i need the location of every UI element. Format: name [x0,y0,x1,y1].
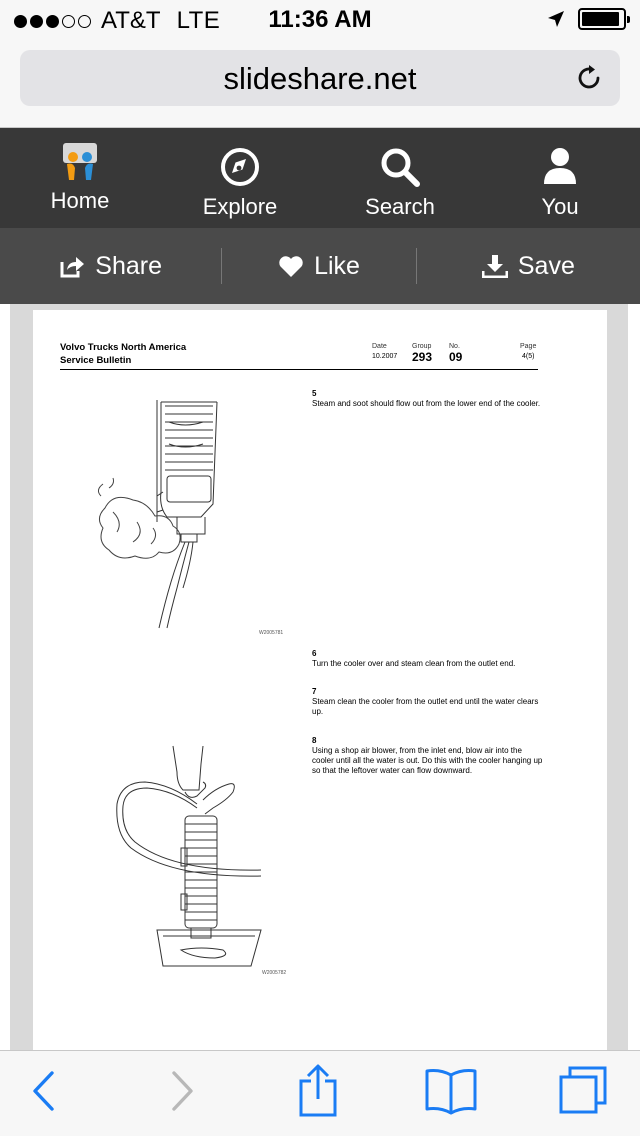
group-value: 293 [412,350,433,364]
browser-toolbar [0,1050,640,1136]
step-7-number: 7 [312,687,317,696]
bookmarks-icon[interactable] [424,1067,478,1115]
step-6-number: 6 [312,649,317,658]
address-bar[interactable] [20,50,620,106]
step-5-text: Steam and soot should flow out from the lower end of the cooler. [312,399,541,408]
user-icon [542,146,578,188]
nav-search-label: Search [365,194,435,219]
step-8-text: Using a shop air blower, from the inlet end, blow air into the cooler until all the water is out. Do this with the cooler hanging up so that the leftover water can flow downward. [312,746,543,775]
browser-address-area [0,40,640,128]
search-icon [379,146,421,188]
tabs-icon[interactable] [558,1065,608,1115]
url-text: slideshare.net [223,61,417,96]
battery-icon [578,8,626,30]
nav-home-label: Home [50,188,110,213]
step-7 [312,687,544,717]
save-label: Save [517,251,575,280]
clock: 11:36 AM [268,6,372,33]
share-icon [59,254,85,278]
compass-icon [219,146,261,188]
nav-home[interactable] [0,128,160,228]
date-label: Date [372,343,387,350]
status-right [546,8,626,30]
number-value: 09 [449,350,463,364]
figure-code-2: W2005782 [262,970,287,976]
cooler-air-blow-illustration [111,744,273,970]
location-arrow-icon [546,9,566,29]
group-label: Group [412,343,432,350]
step-7-text: Steam clean the cooler from the outlet end until the water clears up. [312,697,539,716]
slide-action-bar [0,228,640,304]
carrier-name: AT&T [101,7,161,34]
back-icon[interactable] [30,1069,56,1113]
bulletin-title: Service Bulletin [60,355,132,366]
step-8-number: 8 [312,736,317,745]
step-5 [312,389,544,409]
slideshare-logo-icon [62,142,98,184]
like-label: Like [314,251,360,280]
document-viewer[interactable] [0,304,640,1050]
header-rule [60,369,538,370]
page-label: Page [520,343,537,350]
forward-icon[interactable] [170,1069,196,1113]
step-6 [312,649,544,669]
number-label: No. [449,343,460,350]
company-name: Volvo Trucks North America [60,342,187,353]
nav-you[interactable] [480,128,640,228]
previous-page-edge[interactable] [0,304,10,1050]
nav-explore[interactable] [160,128,320,228]
page-value: 4(5) [522,353,535,360]
status-bar [0,0,640,40]
document-page [33,310,607,1050]
next-page-edge[interactable] [628,304,640,1050]
step-5-number: 5 [312,389,317,398]
share-label: Share [95,251,163,280]
share-sheet-icon[interactable] [298,1063,338,1117]
nav-explore-label: Explore [202,194,278,219]
step-8 [312,736,544,776]
nav-you-label: You [541,194,579,219]
download-icon [482,254,508,278]
cooler-steam-illustration [93,392,263,630]
share-button[interactable] [0,252,221,281]
step-6-text: Turn the cooler over and steam clean from the outlet end. [312,659,516,668]
date-value: 10.2007 [372,353,398,360]
reload-icon[interactable] [574,63,604,93]
save-button[interactable] [417,252,640,281]
figure-code-1: W2005781 [259,630,284,636]
heart-icon [278,255,304,278]
site-nav-bar [0,128,640,228]
nav-search[interactable] [320,128,480,228]
like-button[interactable] [222,252,415,281]
network-type: LTE [176,7,221,34]
